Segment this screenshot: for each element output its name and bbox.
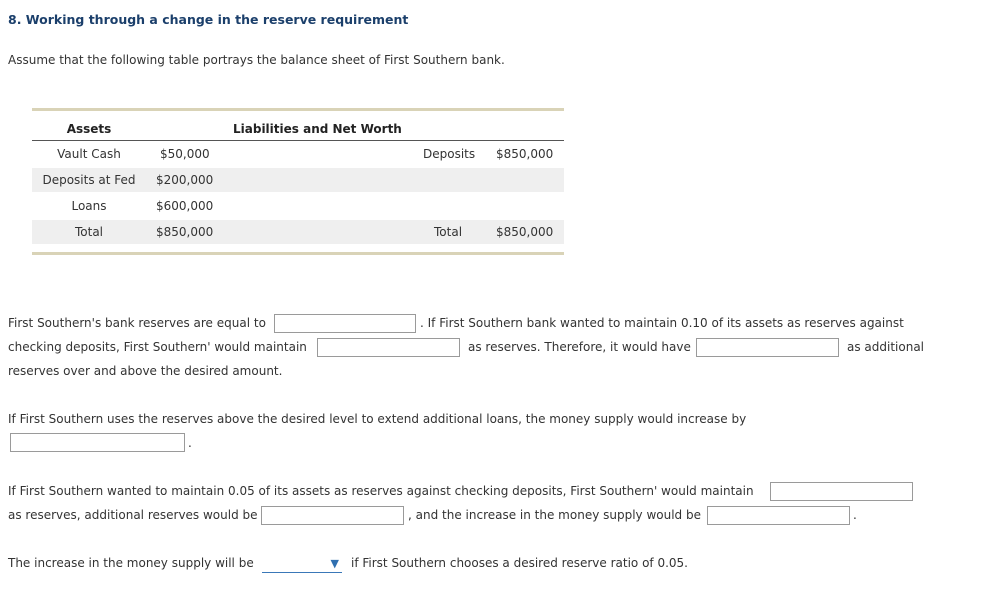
money-supply-input-wrap xyxy=(10,433,185,452)
header-rule xyxy=(32,140,564,141)
liability-value: $850,000 xyxy=(496,225,554,239)
intro-text: Assume that the following table portrays the balance sheet of First Southern bank. xyxy=(8,53,505,67)
money-supply-increase-005-input[interactable] xyxy=(707,506,850,525)
question-text: . If First Southern bank wanted to maintain 0.10 of its assets as reserves against xyxy=(420,316,904,330)
asset-label: Vault Cash xyxy=(57,147,121,161)
asset-value: $200,000 xyxy=(156,173,214,187)
question-text: as reserves. Therefore, it would have xyxy=(468,340,691,354)
reserves-input[interactable] xyxy=(274,314,416,333)
asset-value: $50,000 xyxy=(160,147,210,161)
question-text: First Southern's bank reserves are equal to xyxy=(8,316,266,330)
liability-label: Deposits xyxy=(423,147,476,161)
table-top-rule xyxy=(32,108,564,111)
question-text: checking deposits, First Southern' would maintain xyxy=(8,340,307,354)
excess-reserves-input[interactable] xyxy=(696,338,839,357)
table-bottom-rule xyxy=(32,252,564,255)
desired-reserves-input-wrap xyxy=(317,338,460,357)
money-supply-increase-input[interactable] xyxy=(10,433,185,452)
asset-label: Total xyxy=(74,225,104,239)
asset-label: Deposits at Fed xyxy=(42,173,136,187)
question-text: If First Southern wanted to maintain 0.05 of its assets as reserves against checking deposits, First Southern' would maintain xyxy=(8,484,754,498)
question-text: , and the increase in the money supply would be xyxy=(408,508,701,522)
reserves-input-wrap xyxy=(274,314,416,333)
assets-header: Assets xyxy=(66,122,112,136)
period-text: . xyxy=(188,436,192,450)
asset-value: $600,000 xyxy=(156,199,214,213)
liability-label: Total xyxy=(434,225,463,239)
question-text: reserves over and above the desired amount. xyxy=(8,364,283,378)
money-supply-005-input-wrap xyxy=(707,506,850,525)
question-text: The increase in the money supply will be xyxy=(8,556,254,570)
desired-reserves-input[interactable] xyxy=(317,338,460,357)
chevron-down-icon: ▼ xyxy=(330,557,339,570)
liability-value: $850,000 xyxy=(496,147,554,161)
period-text: . xyxy=(853,508,857,522)
comparison-dropdown[interactable] xyxy=(262,556,342,573)
question-text: as additional xyxy=(847,340,925,354)
question-text: as reserves, additional reserves would be xyxy=(8,508,258,522)
desired-reserves-005-input-wrap xyxy=(770,482,913,501)
excess-reserves-005-input[interactable] xyxy=(261,506,404,525)
page-title: 8. Working through a change in the reserve requirement xyxy=(8,12,409,27)
desired-reserves-005-input[interactable] xyxy=(770,482,913,501)
liabilities-header: Liabilities and Net Worth xyxy=(233,122,402,136)
excess-reserves-005-input-wrap xyxy=(261,506,404,525)
question-text: If First Southern uses the reserves above the desired level to extend additional loans, the money supply would increase by xyxy=(8,412,747,426)
excess-reserves-input-wrap xyxy=(696,338,839,357)
question-text: if First Southern chooses a desired reserve ratio of 0.05. xyxy=(351,556,688,570)
asset-label: Loans xyxy=(71,199,107,213)
asset-value: $850,000 xyxy=(156,225,214,239)
